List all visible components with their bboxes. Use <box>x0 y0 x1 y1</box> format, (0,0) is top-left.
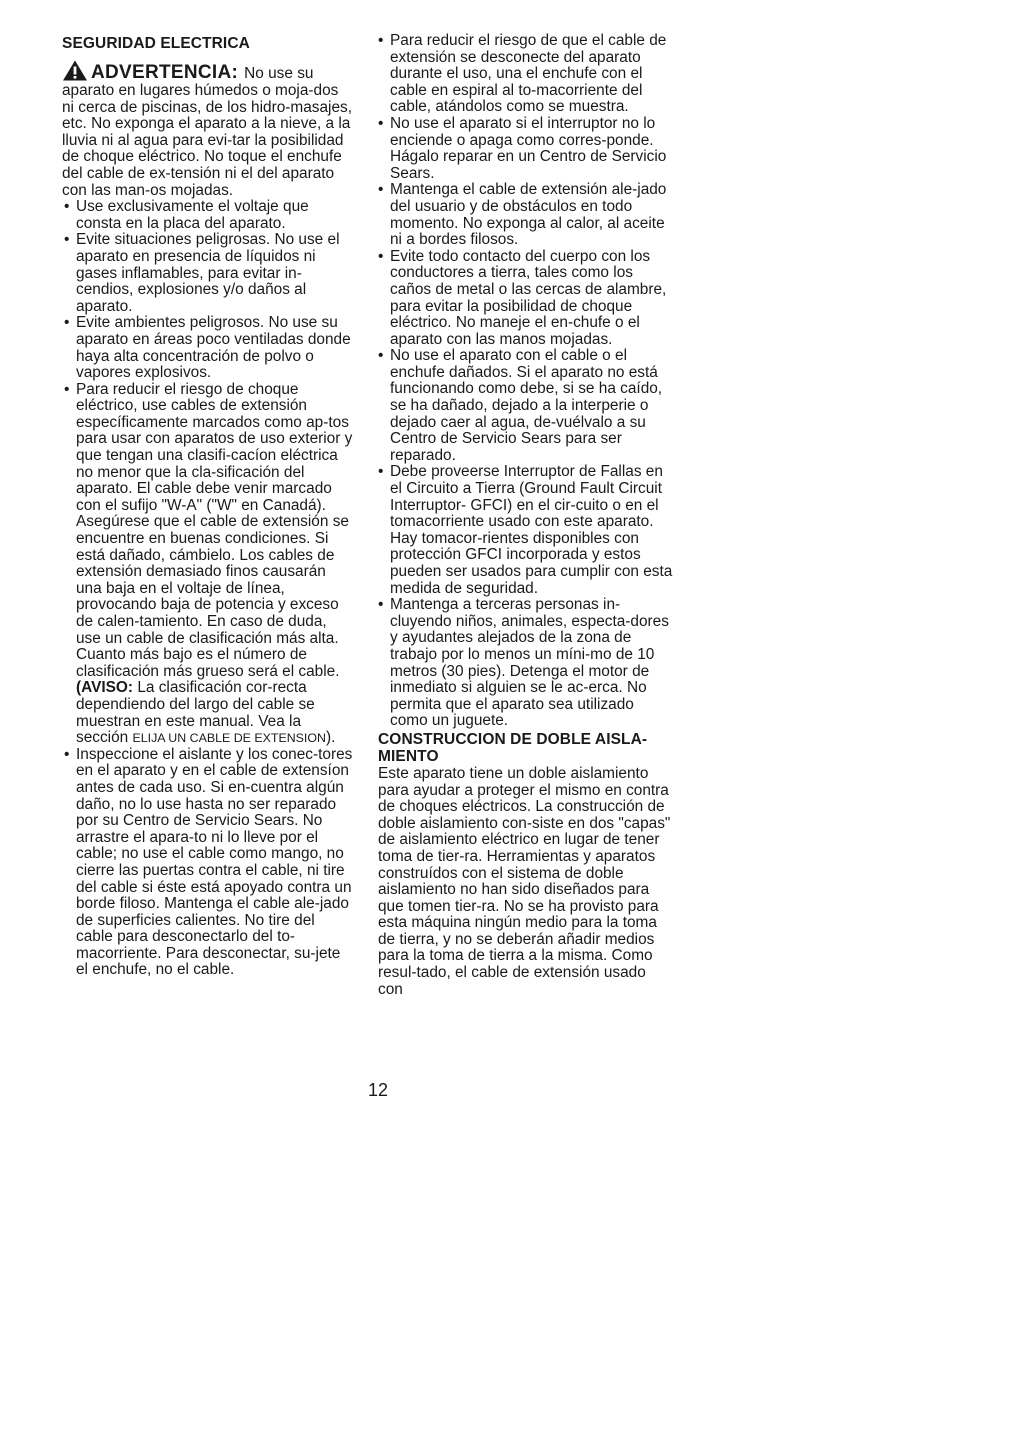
double-insulation-paragraph: Este aparato tiene un doble aislamiento para ayudar a proteger el mismo en contra de choques eléctricos. La construcción de doble aislamiento con-siste en dos "capas" de aislamiento eléctrico en lugar de tener toma de tier-ra. Herramientas y aparatos construídos con el sistema de doble aislamiento no han sido diseñados para que tomen tier-ra. No se ha provisto para esta máquina ningún medio para la toma de tierra, y no se deberán añadir medios para la toma de tierra a la misma. Como resul-tado, el cable de extensión usado con <box>378 764 671 998</box>
list-item: • Para reducir el riesgo de que el cable de extensión se desconecte del aparato durante el uso, una el enchufe con el cable en espiral al to-macorriente del cable, atándolos como se muestra. <box>378 33 674 116</box>
list-item: • Mantenga el cable de extensión ale-jado del usuario y de obstáculos en todo momento. No exponga al calor, al aceite ni a bordes filosos. <box>378 182 674 248</box>
left-column <box>62 33 354 979</box>
right-column <box>378 33 674 998</box>
left-bullet-list <box>62 199 354 979</box>
page-number: 12 <box>367 1080 389 1100</box>
list-item: • Use exclusivamente el voltaje que consta en la placa del aparato. <box>62 199 354 232</box>
list-item: • No use el aparato si el interruptor no lo enciende o apaga como corres-ponde. Hágalo reparar en un Centro de Servicio Sears. <box>378 116 674 182</box>
list-item: • Evite todo contacto del cuerpo con los conductores a tierra, tales como los caños de metal o las cercas de alambre, para evitar la posibilidad de choque eléctrico. No maneje el en-chufe o el aparato con las manos mojadas. <box>378 249 674 349</box>
list-item: • Mantenga a terceras personas in-cluyendo niños, animales, especta-dores y ayudantes alejados de la zona de trabajo por lo menos un míni-mo de 10 metros (30 pies). Detenga el motor de inmediato si alguien se le ac-erca. No permita que el aparato sea utilizado como un juguete. <box>378 597 674 730</box>
section-reference: ELIJA UN CABLE DE EXTENSION <box>132 731 326 746</box>
list-item: • Evite situaciones peligrosas. No use el aparato en presencia de líquidos ni gases inflamables, para evitar in-cendios, explosiones y/o daños al aparato. <box>62 232 354 315</box>
section-heading-doble-aislamiento: CONSTRUCCION DE DOBLE AISLA-MIENTO <box>378 730 648 765</box>
bullet-text: Para reducir el riesgo de choque eléctrico, use cables de extensión específicamente marcados como ap-tos para usar con aparatos de uso exterior y que tengan una clasifi-cacíon eléctrica no menor que la cla-sificación del aparato. El cable debe venir marcado con el sufijo "W-A" ("W" en Canadá). Asegúrese que el cable de extensión se encuentre en buenas condiciones. Si está dañado, cámbielo. Los cables de extensión demasiado finos causarán una baja en el voltaje de línea, provocando baja de potencia y exceso de calen-tamiento. En caso de duda, use un cable de clasificación más alta. Cuanto más bajo es el número de clasificación más grueso será el cable. <box>76 380 353 680</box>
list-item: • Debe proveerse Interruptor de Fallas en el Circuito a Tierra (Ground Fault Circuit Interruptor- GFCI) en el cir-cuito o en el tomacorriente usado con este aparato. Hay tomacor-rientes disponibles con protección GFCI incorporada y estos pueden ser usados para cumplir con esta medida de seguridad. <box>378 464 674 597</box>
list-item: • Evite ambientes peligrosos. No use su aparato en áreas poco ventiladas donde haya alta concentración de polvo o vapores explosivos. <box>62 315 354 381</box>
list-item-extension-cables <box>62 382 354 747</box>
paren-close: ). <box>325 729 336 747</box>
warning-label: ADVERTENCIA: <box>91 62 239 83</box>
list-item: • No use el aparato con el cable o el enchufe dañados. Si el aparato no está funcionando como debe, si se ha caído, se ha dañado, dejado a la interperie o dejado caer al agua, de-vuélvalo a su Centro de Servicio Sears para ser reparado. <box>378 348 674 464</box>
warning-first-words: No use su <box>244 65 314 83</box>
aviso-text: La clasificación cor-recta dependiendo del largo del cable se muestran en este manual. Vea la sección <box>76 679 315 747</box>
right-bullet-list <box>378 33 674 730</box>
warning-header <box>62 59 354 83</box>
paren-open: ( <box>76 679 82 697</box>
aviso-label: AVISO: <box>81 679 134 697</box>
list-item: • Inspeccione el aislante y los conec-tores en el aparato y en el cable de extensíon antes de cada uso. Si en-cuentra algún daño, no lo use hasta no ser reparado por su Centro de Servicio Sears. No arrastre el apara-to ni lo lleve por el cable; no use el cable como mango, no cierre las puertas contra el cable, ni tire del cable si éste está apoyado contra un borde filoso. Mantenga el cable ale-jado de superficies calientes. No tire del cable para desconectarlo del to-macorriente. Para desconectar, su-jete el enchufe, no el cable. <box>62 747 354 979</box>
warning-text: aparato en lugares húmedos o moja-dos ni cerca de piscinas, de los hidro-masajes, etc. No exponga el aparato a la nieve, a la lluvia ni al agua para evi-tar la posibilidad de choque eléctrico. No toque el enchufe del cable de ex-tensión ni el del aparato con las man-os mojadas. <box>62 82 352 199</box>
section-heading-seguridad-electrica: SEGURIDAD ELECTRICA <box>62 35 250 52</box>
warning-triangle-icon <box>62 59 88 82</box>
